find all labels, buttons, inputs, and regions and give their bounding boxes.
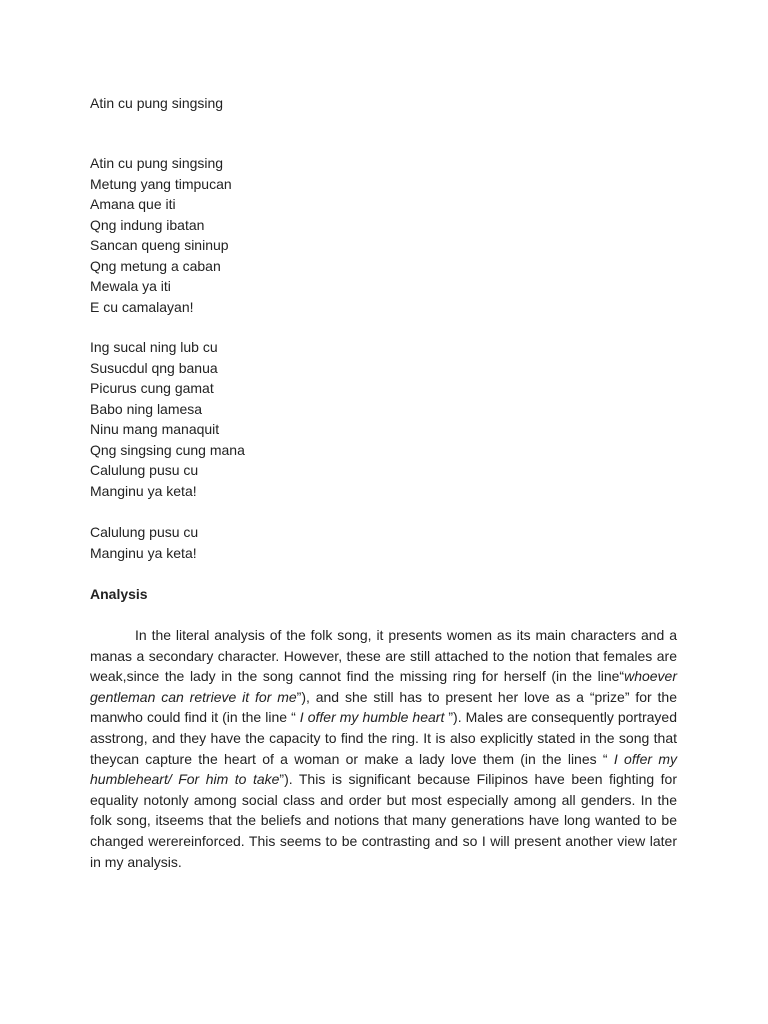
verse-line: Manginu ya keta! <box>90 482 197 499</box>
stanza-3 <box>90 522 198 563</box>
verse-line: Qng metung a caban <box>90 257 221 274</box>
verse-line: Amana que iti <box>90 196 176 212</box>
verse-line: Calulung pusu cu <box>90 462 199 478</box>
verse-line: Picurus cung gamat <box>90 380 214 396</box>
verse-line: Sancan queng sininup <box>90 237 229 253</box>
verse-line: Atin cu pung singsing <box>90 155 224 171</box>
analysis-text: ”). This is significant because Filipinos have been fighting for equality notonly among social class and order but most especially among all genders. In the folk song, itseems that the beliefs and notions that many generations have long wanted to be changed werereinforced. This seems to be contrasting and so I will present another view later in my analysis. <box>90 771 677 870</box>
analysis-text: ”). Males are consequently portrayed asstrong, and they have the capacity to find the ring. It is also explicitly stated in the song that theycan capture the heart of a woman or make a lady love them (in the lines “ <box>90 709 677 767</box>
verse-line: E cu camalayan! <box>90 298 194 315</box>
analysis-heading: Analysis <box>90 586 148 602</box>
analysis-text: In the literal analysis of the folk song, it presents women as its main characters and a manas a secondary character. However, these are still attached to the notion that females are weak,since the lady in the song cannot find the missing ring for herself (in the line“ <box>90 627 677 685</box>
verse-line: Susucdul qng banua <box>90 359 218 376</box>
verse-line: Metung yang timpucan <box>90 175 232 192</box>
quoted-lyric: whoever gentleman can retrieve it for me <box>90 668 677 705</box>
analysis-paragraph <box>90 625 677 872</box>
verse-line: Qng singsing cung mana <box>90 441 245 458</box>
verse-line: Babo ning lamesa <box>90 400 203 417</box>
stanza-1 <box>90 153 232 317</box>
quoted-lyric: I offer my humbleheart/ For him to take <box>90 750 677 788</box>
verse-line: Ninu mang manaquit <box>90 421 220 437</box>
verse-line: Calulung pusu cu <box>90 524 199 540</box>
verse-line: Mewala ya iti <box>90 278 171 294</box>
quoted-lyric: I offer my humble heart <box>299 709 449 726</box>
verse-line: Manginu ya keta! <box>90 544 197 561</box>
verse-line: Ing sucal ning lub cu <box>90 339 218 355</box>
analysis-text: ”), and she still has to present her love as a “prize” for the manwho could find it (in the line “ <box>90 688 677 726</box>
verse-line: Qng indung ibatan <box>90 216 205 233</box>
document-title: Atin cu pung singsing <box>90 95 224 111</box>
stanza-2 <box>90 337 245 501</box>
